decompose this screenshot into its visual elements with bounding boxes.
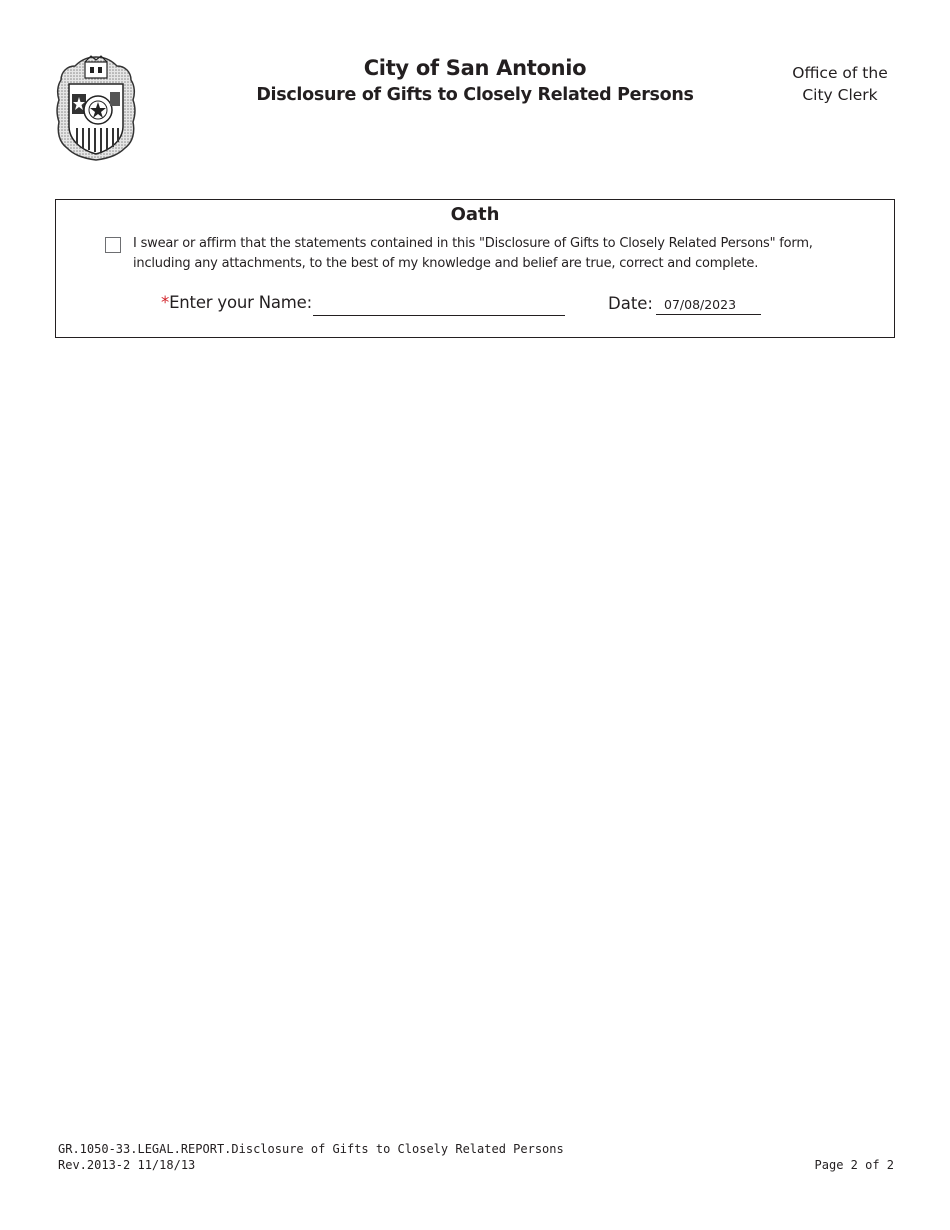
page-number: Page 2 of 2 xyxy=(814,1158,894,1172)
date-label: Date: xyxy=(608,294,653,313)
form-title: Disclosure of Gifts to Closely Related Persons xyxy=(256,85,694,105)
required-marker: * xyxy=(161,293,170,312)
office-label xyxy=(770,62,910,106)
name-label xyxy=(161,292,312,314)
oath-agree-checkbox[interactable] xyxy=(105,237,121,253)
form-code: GR.1050-33.LEGAL.REPORT.Disclosure of Gifts to Closely Related Persons xyxy=(58,1142,564,1156)
date-input[interactable] xyxy=(656,294,761,315)
office-line-2: City Clerk xyxy=(802,86,878,104)
office-line-1: Office of the xyxy=(792,64,888,82)
name-input[interactable] xyxy=(313,294,565,316)
page-title: City of San Antonio xyxy=(363,56,587,80)
form-footer xyxy=(58,1141,564,1173)
oath-section xyxy=(55,199,895,338)
document-header xyxy=(200,54,750,108)
oath-statement xyxy=(133,234,873,274)
oath-statement-line-1: I swear or affirm that the statements contained in this "Disclosure of Gifts to Closely Related Persons" form, xyxy=(133,236,813,251)
name-label-text: Enter your Name: xyxy=(169,293,312,312)
oath-heading: Oath xyxy=(450,204,500,225)
oath-statement-line-2: including any attachments, to the best of my knowledge and belief are true, correct and complete. xyxy=(133,256,759,271)
city-seal-icon xyxy=(55,54,137,162)
form-revision: Rev.2013-2 11/18/13 xyxy=(58,1158,196,1172)
